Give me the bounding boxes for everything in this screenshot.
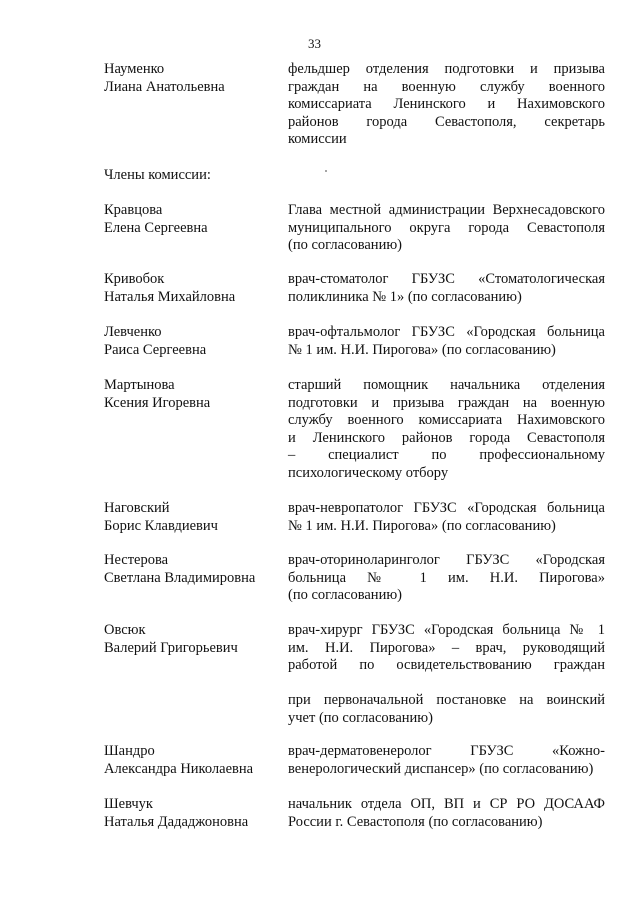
surname: Овсюк xyxy=(104,622,146,638)
surname: Левченко xyxy=(104,324,162,340)
role-line: венерологический диспансер» (по согласованию) xyxy=(288,760,594,777)
surname: Шандро xyxy=(104,743,155,759)
role-line: психологическому отбору xyxy=(288,464,449,481)
role-line: – специалист по профессиональному xyxy=(288,447,605,464)
role-line: и Ленинского районов города Севастополя xyxy=(288,429,605,446)
members-heading: Члены комиссии: xyxy=(104,167,211,183)
person-name xyxy=(104,500,279,535)
person-name xyxy=(104,377,279,412)
role-line: им. Н.И. Пирогова» – врач, руководящий xyxy=(288,639,605,656)
role-line: врач-стоматолог ГБУЗС «Стоматологическая xyxy=(288,271,605,287)
person-role-continuation xyxy=(288,692,605,727)
role-line: (по согласованию) xyxy=(288,237,402,254)
role-line: России г. Севастополя (по согласованию) xyxy=(288,813,543,830)
role-line: поликлиника № 1» (по согласованию) xyxy=(288,288,522,305)
given-names: Александра Николаевна xyxy=(104,760,254,777)
person-name xyxy=(104,743,279,778)
person-role xyxy=(288,271,605,306)
person-role xyxy=(288,61,605,149)
given-names: Валерий Григорьевич xyxy=(104,639,238,656)
person-name xyxy=(104,552,279,587)
person-role xyxy=(288,324,605,359)
surname: Шевчук xyxy=(104,796,153,812)
person-role xyxy=(288,622,605,675)
surname: Кривобок xyxy=(104,271,165,287)
role-line: работой по освидетельствованию граждан xyxy=(288,657,605,674)
role-line: муниципального округа города Севастополя xyxy=(288,219,605,236)
role-line: районов города Севастополя, секретарь xyxy=(288,113,605,130)
person-role xyxy=(288,377,605,483)
person-name xyxy=(104,622,279,657)
role-line: комиссариата Ленинского и Нахимовского xyxy=(288,96,605,113)
given-names: Раиса Сергеевна xyxy=(104,341,207,358)
role-line: врач-дерматовенеролог ГБУЗС «Кожно- xyxy=(288,743,605,759)
given-names: Наталья Михайловна xyxy=(104,288,236,305)
given-names: Светлана Владимировна xyxy=(104,569,256,586)
person-name xyxy=(104,202,279,237)
role-line: врач-оториноларинголог ГБУЗС «Городская xyxy=(288,552,605,568)
role-line: Глава местной администрации Верхнесадовского xyxy=(288,202,605,218)
person-role xyxy=(288,743,605,778)
person-role xyxy=(288,500,605,535)
role-line: при первоначальной постановке на воинский xyxy=(288,692,605,708)
surname: Наговский xyxy=(104,500,170,516)
role-line: учет (по согласованию) xyxy=(288,709,433,726)
surname: Науменко xyxy=(104,61,165,77)
role-line: службу военного комиссариата Нахимовского xyxy=(288,412,605,429)
page-number: 33 xyxy=(308,36,321,51)
given-names: Наталья Дададжоновна xyxy=(104,813,249,830)
given-names: Ксения Игоревна xyxy=(104,394,211,411)
role-line: граждан на военную службу военного xyxy=(288,78,605,95)
role-line: № 1 им. Н.И. Пирогова» (по согласованию) xyxy=(288,517,556,534)
person-name xyxy=(104,796,279,831)
role-line: комиссии xyxy=(288,131,347,148)
surname: Мартынова xyxy=(104,377,175,393)
role-line: старший помощник начальника отделения xyxy=(288,377,605,393)
role-line: фельдшер отделения подготовки и призыва xyxy=(288,61,605,77)
person-role xyxy=(288,202,605,255)
person-name xyxy=(104,271,279,306)
surname: Кравцова xyxy=(104,202,163,218)
person-role xyxy=(288,552,605,605)
person-name xyxy=(104,61,279,96)
scan-speck xyxy=(325,170,327,172)
role-line: врач-офтальмолог ГБУЗС «Городская больница xyxy=(288,324,605,340)
role-line: больница № 1 им. Н.И. Пирогова» xyxy=(288,569,605,586)
surname: Нестерова xyxy=(104,552,169,568)
given-names: Елена Сергеевна xyxy=(104,219,208,236)
role-line: врач-невропатолог ГБУЗС «Городская больница xyxy=(288,500,605,516)
person-name xyxy=(104,324,279,359)
role-line: подготовки и призыва граждан на военную xyxy=(288,394,605,411)
given-names: Лиана Анатольевна xyxy=(104,78,225,95)
person-role xyxy=(288,796,605,831)
role-line: начальник отдела ОП, ВП и СР РО ДОСААФ xyxy=(288,796,605,812)
role-line: № 1 им. Н.И. Пирогова» (по согласованию) xyxy=(288,341,556,358)
role-line: (по согласованию) xyxy=(288,587,402,604)
role-line: врач-хирург ГБУЗС «Городская больница № 1 xyxy=(288,622,605,638)
given-names: Борис Клавдиевич xyxy=(104,517,218,534)
